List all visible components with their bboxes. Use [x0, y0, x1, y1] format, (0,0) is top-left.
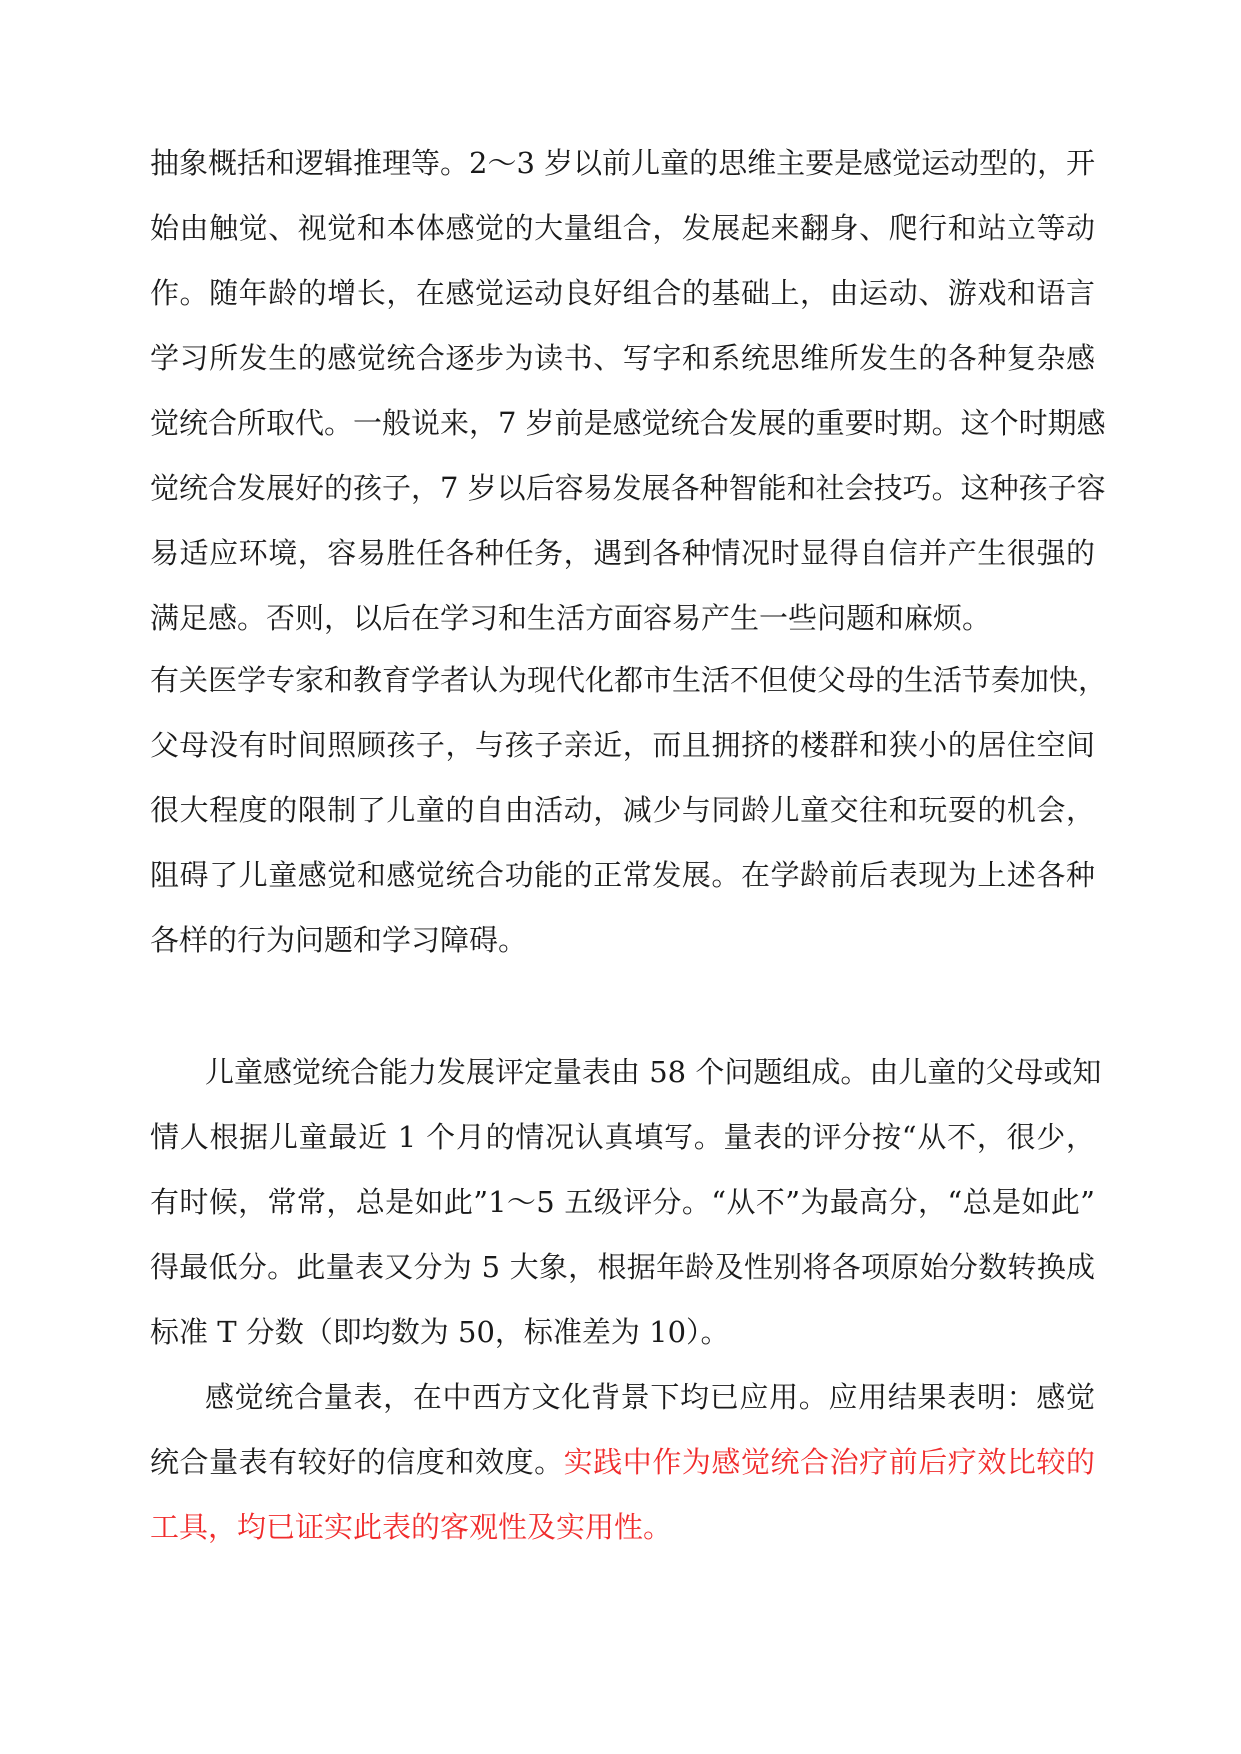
paragraph3-line: 情人根据儿童最近 1 个月的情况认真填写。量表的评分按“从不，很少，	[150, 1120, 1095, 1154]
paragraph2-line: 阻碍了儿童感觉和感觉统合功能的正常发展。在学龄前后表现为上述各种	[150, 858, 1095, 892]
paragraph1-line: 易适应环境，容易胜任各种任务，遇到各种情况时显得自信并产生很强的	[150, 536, 1095, 570]
paragraph1-line: 作。随年龄的增长，在感觉运动良好组合的基础上，由运动、游戏和语言	[150, 276, 1095, 310]
paragraph3-line: 儿童感觉统合能力发展评定量表由 58 个问题组成。由儿童的父母或知	[205, 1055, 1102, 1089]
highlighted-text: 工具，均已证实此表的客观性及实用性。	[150, 1510, 673, 1544]
paragraph4-text: 统合量表有较好的信度和效度。	[150, 1445, 564, 1479]
paragraph1-line: 觉统合发展好的孩子，7 岁以后容易发展各种智能和社会技巧。这种孩子容	[150, 471, 1106, 505]
paragraph1-line: 始由触觉、视觉和本体感觉的大量组合，发展起来翻身、爬行和站立等动	[150, 211, 1095, 245]
paragraph2-line: 父母没有时间照顾孩子，与孩子亲近，而且拥挤的楼群和狭小的居住空间	[150, 728, 1095, 762]
paragraph4-line: 感觉统合量表，在中西方文化背景下均已应用。应用结果表明：感觉	[205, 1380, 1095, 1414]
paragraph1-line: 觉统合所取代。一般说来，7 岁前是感觉统合发展的重要时期。这个时期感	[150, 406, 1106, 440]
highlighted-text: 实践中作为感觉统合治疗前后疗效比较的	[563, 1445, 1095, 1479]
paragraph2-line: 很大程度的限制了儿童的自由活动，减少与同龄儿童交往和玩耍的机会，	[150, 793, 1095, 827]
paragraph3-line: 有时候，常常，总是如此”1～5 五级评分。“从不”为最高分，“总是如此”	[150, 1185, 1095, 1219]
paragraph1-line: 满足感。否则，以后在学习和生活方面容易产生一些问题和麻烦。	[150, 601, 992, 635]
paragraph2-line: 各样的行为问题和学习障碍。	[150, 923, 528, 957]
paragraph1-line: 学习所发生的感觉统合逐步为读书、写字和系统思维所发生的各种复杂感	[150, 341, 1095, 375]
paragraph2-line: 有关医学专家和教育学者认为现代化都市生活不但使父母的生活节奏加快，	[150, 663, 1108, 697]
paragraph4-line	[150, 1442, 1095, 1482]
paragraph3-line: 得最低分。此量表又分为 5 大象，根据年龄及性别将各项原始分数转换成	[150, 1250, 1095, 1284]
paragraph3-line: 标准 T 分数（即均数为 50，标准差为 10）。	[150, 1315, 730, 1349]
paragraph1-line: 抽象概括和逻辑推理等。2～3 岁以前儿童的思维主要是感觉运动型的，开	[150, 146, 1096, 180]
